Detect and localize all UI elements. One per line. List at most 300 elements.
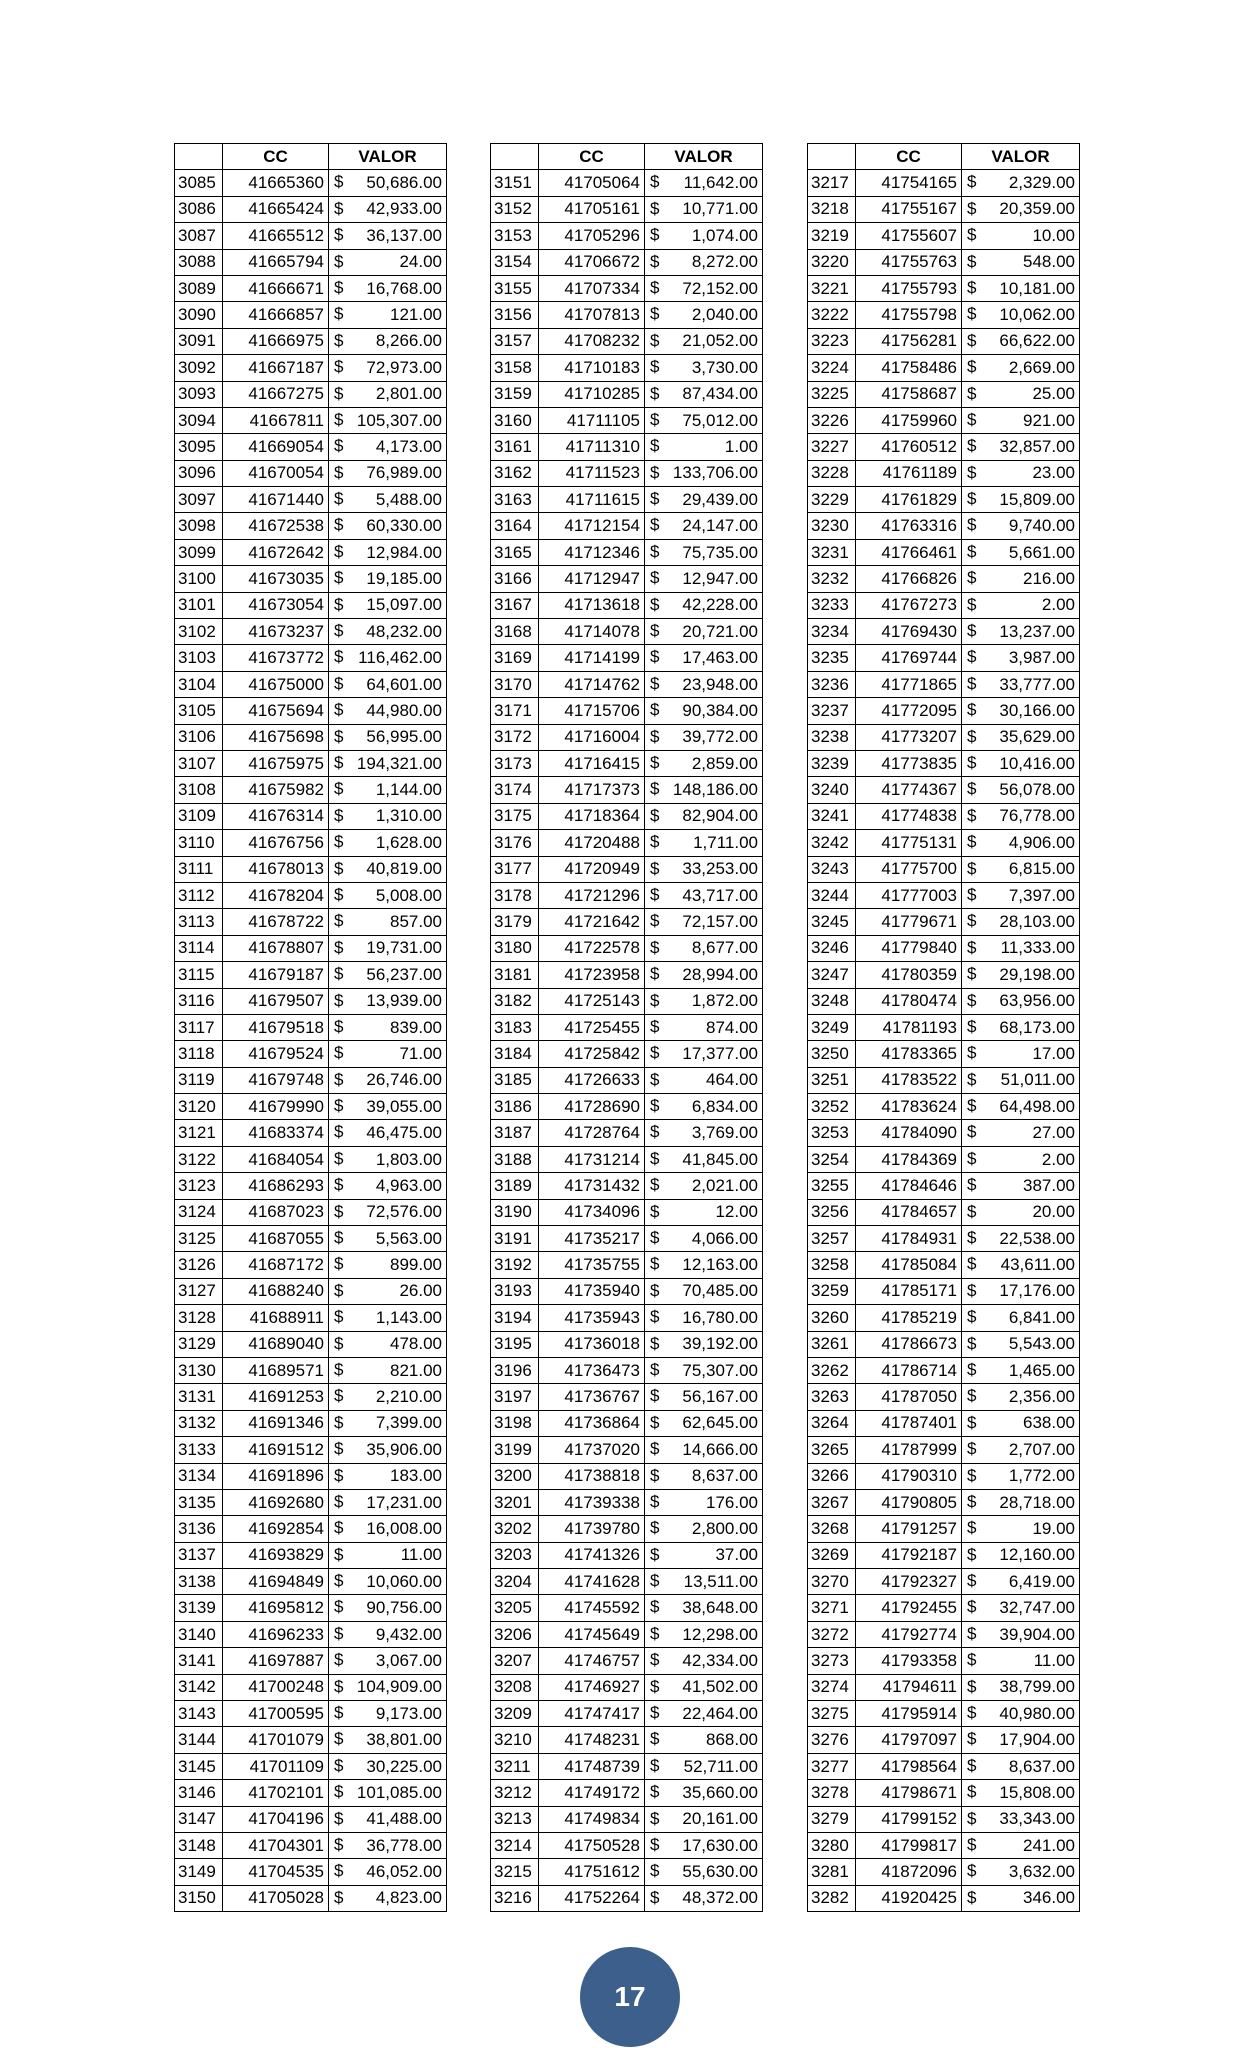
cc-cell: 41678013: [223, 856, 329, 882]
valor-amount: 24.00: [399, 252, 442, 272]
cc-cell: 41684054: [223, 1146, 329, 1172]
cc-cell: 41731214: [539, 1146, 645, 1172]
table-row: [491, 1753, 763, 1779]
valor-cell: [329, 355, 447, 381]
currency-symbol: $: [650, 172, 660, 192]
cc-cell: 41665360: [223, 170, 329, 196]
cc-cell: 41704196: [223, 1806, 329, 1832]
row-index-cell: 3215: [491, 1859, 539, 1885]
row-index-cell: 3274: [808, 1674, 856, 1700]
cc-cell: 41785219: [856, 1305, 962, 1331]
valor-amount: 28,718.00: [999, 1492, 1075, 1512]
table-row: [808, 1780, 1080, 1806]
row-index-cell: 3248: [808, 988, 856, 1014]
valor-amount: 33,343.00: [999, 1809, 1075, 1829]
currency-symbol: $: [334, 1571, 344, 1591]
valor-amount: 2,210.00: [375, 1387, 442, 1407]
valor-cell: [329, 1014, 447, 1040]
currency-symbol: $: [650, 1465, 660, 1485]
table-row: [808, 196, 1080, 222]
table-row: [808, 671, 1080, 697]
valor-cell: [329, 1806, 447, 1832]
row-index-cell: 3280: [808, 1833, 856, 1859]
currency-symbol: $: [967, 1043, 977, 1063]
row-index-cell: 3106: [175, 724, 223, 750]
valor-amount: 183.00: [390, 1466, 442, 1486]
currency-symbol: $: [650, 1228, 660, 1248]
currency-symbol: $: [967, 1386, 977, 1406]
row-index-cell: 3087: [175, 223, 223, 249]
valor-cell: [962, 592, 1080, 618]
valor-amount: 176.00: [706, 1492, 758, 1512]
valor-cell: [329, 803, 447, 829]
valor-amount: 29,439.00: [682, 489, 758, 509]
table-row: [808, 1094, 1080, 1120]
valor-cell: [329, 698, 447, 724]
row-index-cell: 3152: [491, 196, 539, 222]
table-row: [491, 1014, 763, 1040]
table-row: [808, 1463, 1080, 1489]
table-row: [175, 935, 447, 961]
valor-amount: 12,298.00: [682, 1624, 758, 1644]
valor-cell: [645, 1041, 763, 1067]
currency-symbol: $: [650, 489, 660, 509]
valor-amount: 20.00: [1032, 1202, 1075, 1222]
cc-cell: 41694849: [223, 1569, 329, 1595]
row-index-cell: 3262: [808, 1357, 856, 1383]
row-index-cell: 3217: [808, 170, 856, 196]
valor-amount: 1,772.00: [1008, 1466, 1075, 1486]
currency-symbol: $: [334, 1465, 344, 1485]
row-index-cell: 3134: [175, 1463, 223, 1489]
valor-amount: 56,078.00: [999, 780, 1075, 800]
cc-cell: 41780474: [856, 988, 962, 1014]
valor-amount: 16,780.00: [682, 1307, 758, 1327]
row-index-cell: 3103: [175, 645, 223, 671]
cc-cell: 41748231: [539, 1727, 645, 1753]
cc-cell: 41736473: [539, 1357, 645, 1383]
cc-cell: 41725143: [539, 988, 645, 1014]
table-row: [491, 830, 763, 856]
row-index-cell: 3199: [491, 1437, 539, 1463]
table-row: [175, 566, 447, 592]
valor-amount: 16,008.00: [366, 1519, 442, 1538]
cc-cell: 41712947: [539, 566, 645, 592]
currency-symbol: $: [967, 251, 977, 271]
valor-cell: [962, 1701, 1080, 1727]
cc-cell: 41741326: [539, 1542, 645, 1568]
valor-cell: [962, 1305, 1080, 1331]
row-index-cell: 3212: [491, 1780, 539, 1806]
table-row: [175, 302, 447, 328]
valor-amount: 6,815.00: [1008, 859, 1075, 879]
row-index-cell: 3184: [491, 1041, 539, 1067]
table-row: [175, 1305, 447, 1331]
row-index-cell: 3205: [491, 1595, 539, 1621]
table-row: [808, 539, 1080, 565]
valor-amount: 464.00: [706, 1070, 758, 1090]
valor-cell: [645, 803, 763, 829]
valor-cell: [962, 170, 1080, 196]
table-row: [175, 1727, 447, 1753]
valor-amount: 3,769.00: [691, 1123, 758, 1143]
valor-amount: 75,012.00: [682, 410, 758, 430]
table-row: [491, 698, 763, 724]
currency-symbol: $: [650, 198, 660, 218]
valor-cell: [329, 830, 447, 856]
cc-cell: 41679187: [223, 962, 329, 988]
currency-symbol: $: [650, 1307, 660, 1327]
cc-cell: 41671440: [223, 487, 329, 513]
row-index-cell: 3238: [808, 724, 856, 750]
currency-symbol: $: [967, 568, 977, 588]
cc-cell: 41705296: [539, 223, 645, 249]
valor-amount: 70,485.00: [682, 1281, 758, 1301]
cc-cell: 41712346: [539, 539, 645, 565]
row-index-cell: 3181: [491, 962, 539, 988]
cc-cell: 41714762: [539, 671, 645, 697]
valor-cell: [645, 328, 763, 354]
cc-cell: 41675982: [223, 777, 329, 803]
table-row: [175, 1489, 447, 1515]
table-row: [175, 1252, 447, 1278]
cc-cell: 41773835: [856, 750, 962, 776]
currency-symbol: $: [967, 1465, 977, 1485]
cc-cell: 41766826: [856, 566, 962, 592]
valor-cell: [645, 1806, 763, 1832]
cc-cell: 41687055: [223, 1226, 329, 1252]
valor-cell: [329, 1120, 447, 1146]
cc-cell: 41707813: [539, 302, 645, 328]
currency-symbol: $: [334, 990, 344, 1010]
currency-symbol: $: [650, 409, 660, 429]
valor-amount: 35,906.00: [366, 1439, 442, 1459]
cc-cell: 41792774: [856, 1621, 962, 1647]
table-row: [491, 592, 763, 618]
currency-symbol: $: [650, 1650, 660, 1670]
valor-amount: 20,721.00: [682, 621, 758, 641]
cc-cell: 41781193: [856, 1014, 962, 1040]
table-row: [175, 1674, 447, 1700]
table-row: [491, 1833, 763, 1859]
valor-amount: 194,321.00: [356, 753, 442, 773]
cc-cell: 41705028: [223, 1885, 329, 1911]
valor-amount: 5,488.00: [375, 489, 442, 509]
row-index-cell: 3125: [175, 1226, 223, 1252]
table-row: [808, 1833, 1080, 1859]
table-row: [808, 170, 1080, 196]
valor-amount: 63,956.00: [999, 991, 1075, 1011]
valor-amount: 41,845.00: [682, 1149, 758, 1169]
valor-amount: 56,167.00: [682, 1387, 758, 1407]
valor-amount: 17,630.00: [682, 1835, 758, 1855]
row-index-cell: 3223: [808, 328, 856, 354]
valor-cell: [329, 249, 447, 275]
currency-symbol: $: [334, 304, 344, 324]
table-row: [808, 328, 1080, 354]
row-index-cell: 3140: [175, 1621, 223, 1647]
table-row: [175, 1120, 447, 1146]
table-row: [491, 1252, 763, 1278]
row-index-cell: 3100: [175, 566, 223, 592]
table-row: [808, 434, 1080, 460]
row-index-cell: 3197: [491, 1384, 539, 1410]
valor-cell: [962, 1357, 1080, 1383]
cc-cell: 41784657: [856, 1199, 962, 1225]
currency-symbol: $: [650, 1571, 660, 1591]
table-row: [175, 1014, 447, 1040]
valor-amount: 42,933.00: [366, 199, 442, 219]
cc-cell: 41665512: [223, 223, 329, 249]
valor-amount: 216.00: [1023, 568, 1075, 588]
table-row: [491, 909, 763, 935]
cc-cell: 41755167: [856, 196, 962, 222]
row-index-cell: 3130: [175, 1357, 223, 1383]
valor-amount: 90,756.00: [366, 1598, 442, 1618]
table-row: [175, 882, 447, 908]
cc-cell: 41737020: [539, 1437, 645, 1463]
valor-amount: 71.00: [399, 1043, 442, 1063]
currency-symbol: $: [334, 489, 344, 509]
valor-cell: [645, 698, 763, 724]
table-row: [175, 1357, 447, 1383]
valor-amount: 40,819.00: [366, 859, 442, 879]
row-index-cell: 3127: [175, 1278, 223, 1304]
row-index-cell: 3131: [175, 1384, 223, 1410]
valor-cell: [329, 381, 447, 407]
currency-symbol: $: [334, 251, 344, 271]
table-header-row: [175, 144, 447, 170]
cc-cell: 41746927: [539, 1674, 645, 1700]
row-index-cell: 3094: [175, 407, 223, 433]
row-index-cell: 3247: [808, 962, 856, 988]
row-index-cell: 3257: [808, 1226, 856, 1252]
cc-cell: 41787401: [856, 1410, 962, 1436]
currency-symbol: $: [650, 752, 660, 772]
valor-amount: 48,232.00: [366, 621, 442, 641]
row-index-cell: 3128: [175, 1305, 223, 1331]
cc-cell: 41710183: [539, 355, 645, 381]
cc-cell: 41693829: [223, 1542, 329, 1568]
currency-symbol: $: [967, 621, 977, 641]
valor-cell: [962, 434, 1080, 460]
valor-header: VALOR: [645, 144, 763, 170]
valor-cell: [645, 1410, 763, 1436]
valor-cell: [329, 645, 447, 671]
valor-cell: [329, 1833, 447, 1859]
table-row: [175, 909, 447, 935]
valor-amount: 3,730.00: [691, 357, 758, 377]
row-index-cell: 3172: [491, 724, 539, 750]
valor-cell: [962, 856, 1080, 882]
currency-symbol: $: [967, 1597, 977, 1617]
row-index-cell: 3117: [175, 1014, 223, 1040]
table-row: [491, 1041, 763, 1067]
cc-cell: 41755763: [856, 249, 962, 275]
currency-symbol: $: [334, 1016, 344, 1036]
currency-symbol: $: [650, 225, 660, 245]
data-table-3: [807, 143, 1080, 1912]
row-index-cell: 3116: [175, 988, 223, 1014]
valor-cell: [645, 1226, 763, 1252]
valor-cell: [962, 355, 1080, 381]
row-index-cell: 3231: [808, 539, 856, 565]
table-row: [491, 1120, 763, 1146]
valor-cell: [645, 592, 763, 618]
valor-cell: [645, 196, 763, 222]
valor-cell: [962, 1041, 1080, 1067]
row-index-cell: 3194: [491, 1305, 539, 1331]
valor-cell: [329, 1542, 447, 1568]
row-index-cell: 3137: [175, 1542, 223, 1568]
table-row: [491, 1569, 763, 1595]
row-index-cell: 3266: [808, 1463, 856, 1489]
valor-amount: 478.00: [390, 1334, 442, 1354]
table-row: [808, 935, 1080, 961]
currency-symbol: $: [650, 673, 660, 693]
table-row: [175, 355, 447, 381]
cc-cell: 41751612: [539, 1859, 645, 1885]
row-index-cell: 3097: [175, 487, 223, 513]
valor-cell: [329, 1384, 447, 1410]
table-row: [175, 1041, 447, 1067]
valor-cell: [962, 1014, 1080, 1040]
table-row: [491, 1067, 763, 1093]
row-index-cell: 3230: [808, 513, 856, 539]
row-index-cell: 3191: [491, 1226, 539, 1252]
currency-symbol: $: [334, 277, 344, 297]
currency-symbol: $: [650, 700, 660, 720]
table-row: [175, 962, 447, 988]
valor-amount: 64,601.00: [366, 674, 442, 694]
table-row: [175, 1595, 447, 1621]
cc-cell: 41711523: [539, 460, 645, 486]
cc-cell: 41774367: [856, 777, 962, 803]
valor-cell: [329, 1041, 447, 1067]
table-row: [491, 1859, 763, 1885]
row-index-cell: 3120: [175, 1094, 223, 1120]
currency-symbol: $: [967, 330, 977, 350]
valor-amount: 32,747.00: [999, 1598, 1075, 1618]
cc-cell: 41752264: [539, 1885, 645, 1911]
valor-cell: [962, 1120, 1080, 1146]
cc-cell: 41736864: [539, 1410, 645, 1436]
table-row: [808, 1199, 1080, 1225]
valor-amount: 39,055.00: [366, 1096, 442, 1116]
valor-cell: [329, 724, 447, 750]
cc-cell: 41769430: [856, 619, 962, 645]
valor-cell: [329, 196, 447, 222]
valor-amount: 11,642.00: [683, 173, 758, 193]
valor-amount: 40,980.00: [999, 1703, 1075, 1723]
valor-cell: [329, 539, 447, 565]
table-row: [808, 1146, 1080, 1172]
cc-cell: 41790310: [856, 1463, 962, 1489]
table-row: [808, 1674, 1080, 1700]
cc-cell: 41701109: [223, 1753, 329, 1779]
row-index-cell: 3118: [175, 1041, 223, 1067]
currency-symbol: $: [650, 383, 660, 403]
table-row: [808, 381, 1080, 407]
currency-symbol: $: [650, 1729, 660, 1749]
table-row: [175, 1410, 447, 1436]
cc-cell: 41702101: [223, 1780, 329, 1806]
valor-cell: [645, 1067, 763, 1093]
currency-symbol: $: [650, 1703, 660, 1723]
table-row: [175, 1885, 447, 1911]
valor-amount: 30,166.00: [999, 700, 1075, 720]
row-index-cell: 3178: [491, 882, 539, 908]
row-index-cell: 3196: [491, 1357, 539, 1383]
currency-symbol: $: [334, 541, 344, 561]
currency-symbol: $: [967, 937, 977, 957]
valor-cell: [645, 539, 763, 565]
row-index-cell: 3113: [175, 909, 223, 935]
row-index-cell: 3141: [175, 1648, 223, 1674]
currency-symbol: $: [967, 805, 977, 825]
valor-cell: [645, 830, 763, 856]
valor-amount: 26,746.00: [366, 1070, 442, 1090]
currency-symbol: $: [334, 409, 344, 429]
row-index-cell: 3165: [491, 539, 539, 565]
currency-symbol: $: [650, 1439, 660, 1459]
table-row: [175, 1648, 447, 1674]
valor-cell: [962, 1648, 1080, 1674]
valor-cell: [962, 1542, 1080, 1568]
valor-amount: 148,186.00: [672, 780, 758, 800]
table-row: [175, 328, 447, 354]
currency-symbol: $: [334, 1201, 344, 1221]
cc-cell: 41675975: [223, 750, 329, 776]
valor-amount: 48,372.00: [682, 1888, 758, 1908]
row-index-cell: 3246: [808, 935, 856, 961]
valor-amount: 72,576.00: [366, 1202, 442, 1222]
valor-cell: [329, 487, 447, 513]
cc-cell: 41780359: [856, 962, 962, 988]
table-row: [491, 935, 763, 961]
cc-cell: 41784090: [856, 1120, 962, 1146]
currency-symbol: $: [650, 1835, 660, 1854]
valor-amount: 1,310.00: [375, 806, 442, 826]
cc-cell: 41797097: [856, 1727, 962, 1753]
cc-cell: 41784931: [856, 1226, 962, 1252]
row-index-cell: 3099: [175, 539, 223, 565]
currency-symbol: $: [334, 1518, 344, 1538]
cc-cell: 41728690: [539, 1094, 645, 1120]
valor-amount: 27.00: [1032, 1123, 1075, 1143]
valor-amount: 12.00: [715, 1202, 758, 1222]
valor-amount: 1,628.00: [375, 832, 442, 852]
currency-symbol: $: [334, 805, 344, 825]
row-index-cell: 3227: [808, 434, 856, 460]
currency-symbol: $: [334, 1439, 344, 1459]
table-row: [808, 1173, 1080, 1199]
currency-symbol: $: [334, 673, 344, 693]
valor-cell: [645, 1120, 763, 1146]
table-row: [175, 777, 447, 803]
cc-cell: 41715706: [539, 698, 645, 724]
valor-cell: [962, 1384, 1080, 1410]
row-index-cell: 3240: [808, 777, 856, 803]
currency-symbol: $: [967, 1887, 977, 1907]
table-row: [808, 856, 1080, 882]
valor-amount: 4,906.00: [1008, 832, 1075, 852]
valor-amount: 64,498.00: [999, 1096, 1075, 1116]
currency-symbol: $: [967, 1571, 977, 1591]
valor-header: VALOR: [962, 144, 1080, 170]
valor-amount: 38,799.00: [999, 1677, 1075, 1697]
table-row: [491, 1305, 763, 1331]
